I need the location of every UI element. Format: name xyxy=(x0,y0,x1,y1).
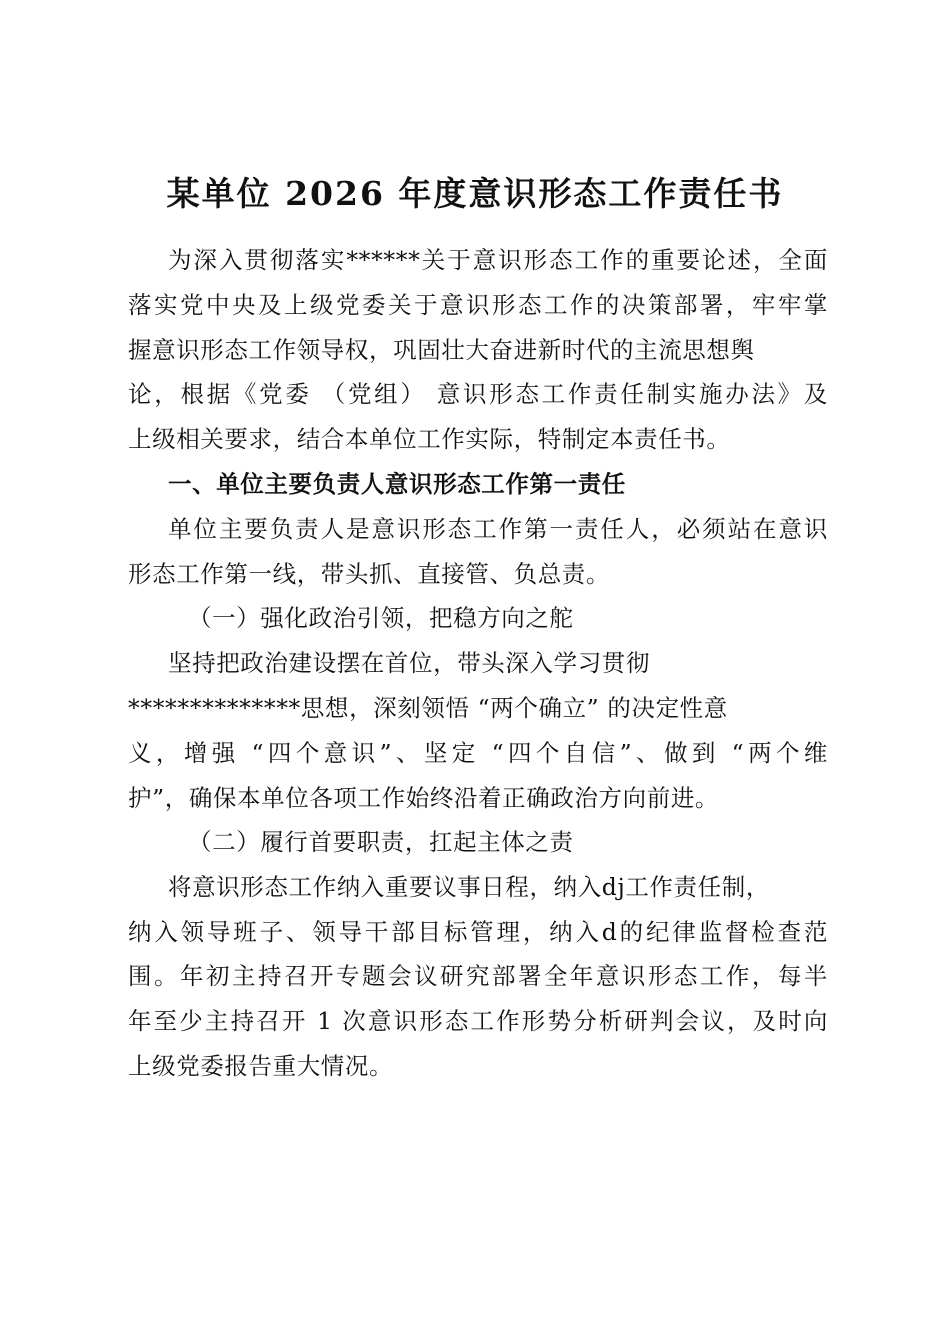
document-title: 某单位 2026 年度意识形态工作责任书 xyxy=(166,174,784,213)
subsection-1-heading: （一）强化政治引领，把稳方向之舵 xyxy=(188,604,574,632)
section-1-heading: 一、单位主要负责人意识形态工作第一责任 xyxy=(168,470,626,498)
subsection-1-line-4: 护”，确保本单位各项工作始终沿着正确政治方向前进。 xyxy=(128,784,720,812)
intro-line-4: 论，根据《党委 （党组） 意识形态工作责任制实施办法》及 xyxy=(128,380,828,408)
subsection-2-line-1: 将意识形态工作纳入重要议事日程，纳入dj工作责任制， xyxy=(168,873,770,901)
intro-line-5: 上级相关要求，结合本单位工作实际，特制定本责任书。 xyxy=(128,425,731,453)
subsection-2-line-5: 上级党委报告重大情况。 xyxy=(128,1052,394,1080)
subsection-2-line-4: 年至少主持召开 1 次意识形态工作形势分析研判会议，及时向 xyxy=(128,1007,828,1035)
section-1-line-2: 形态工作第一线，带头抓、直接管、负总责。 xyxy=(128,560,610,588)
intro-line-1: 为深入贯彻落实******关于意识形态工作的重要论述，全面 xyxy=(168,246,828,274)
subsection-1-line-1: 坚持把政治建设摆在首位，带头深入学习贯彻 xyxy=(168,649,650,677)
subsection-1-line-2: **************思想，深刻领悟 “两个确立” 的决定性意 xyxy=(128,694,728,722)
subsection-2-line-2: 纳入领导班子、领导干部目标管理，纳入d的纪律监督检查范 xyxy=(128,918,828,946)
subsection-1-line-3: 义，增强 “四个意识”、坚定 “四个自信”、做到 “两个维 xyxy=(128,739,828,767)
section-1-line-1: 单位主要负责人是意识形态工作第一责任人，必须站在意识 xyxy=(168,515,828,543)
subsection-2-line-3: 围。年初主持召开专题会议研究部署全年意识形态工作，每半 xyxy=(128,962,828,990)
subsection-2-heading: （二）履行首要职责，扛起主体之责 xyxy=(188,828,574,856)
intro-line-3: 握意识形态工作领导权，巩固壮大奋进新时代的主流思想舆 xyxy=(128,336,755,364)
intro-line-2: 落实党中央及上级党委关于意识形态工作的决策部署，牢牢掌 xyxy=(128,291,828,319)
